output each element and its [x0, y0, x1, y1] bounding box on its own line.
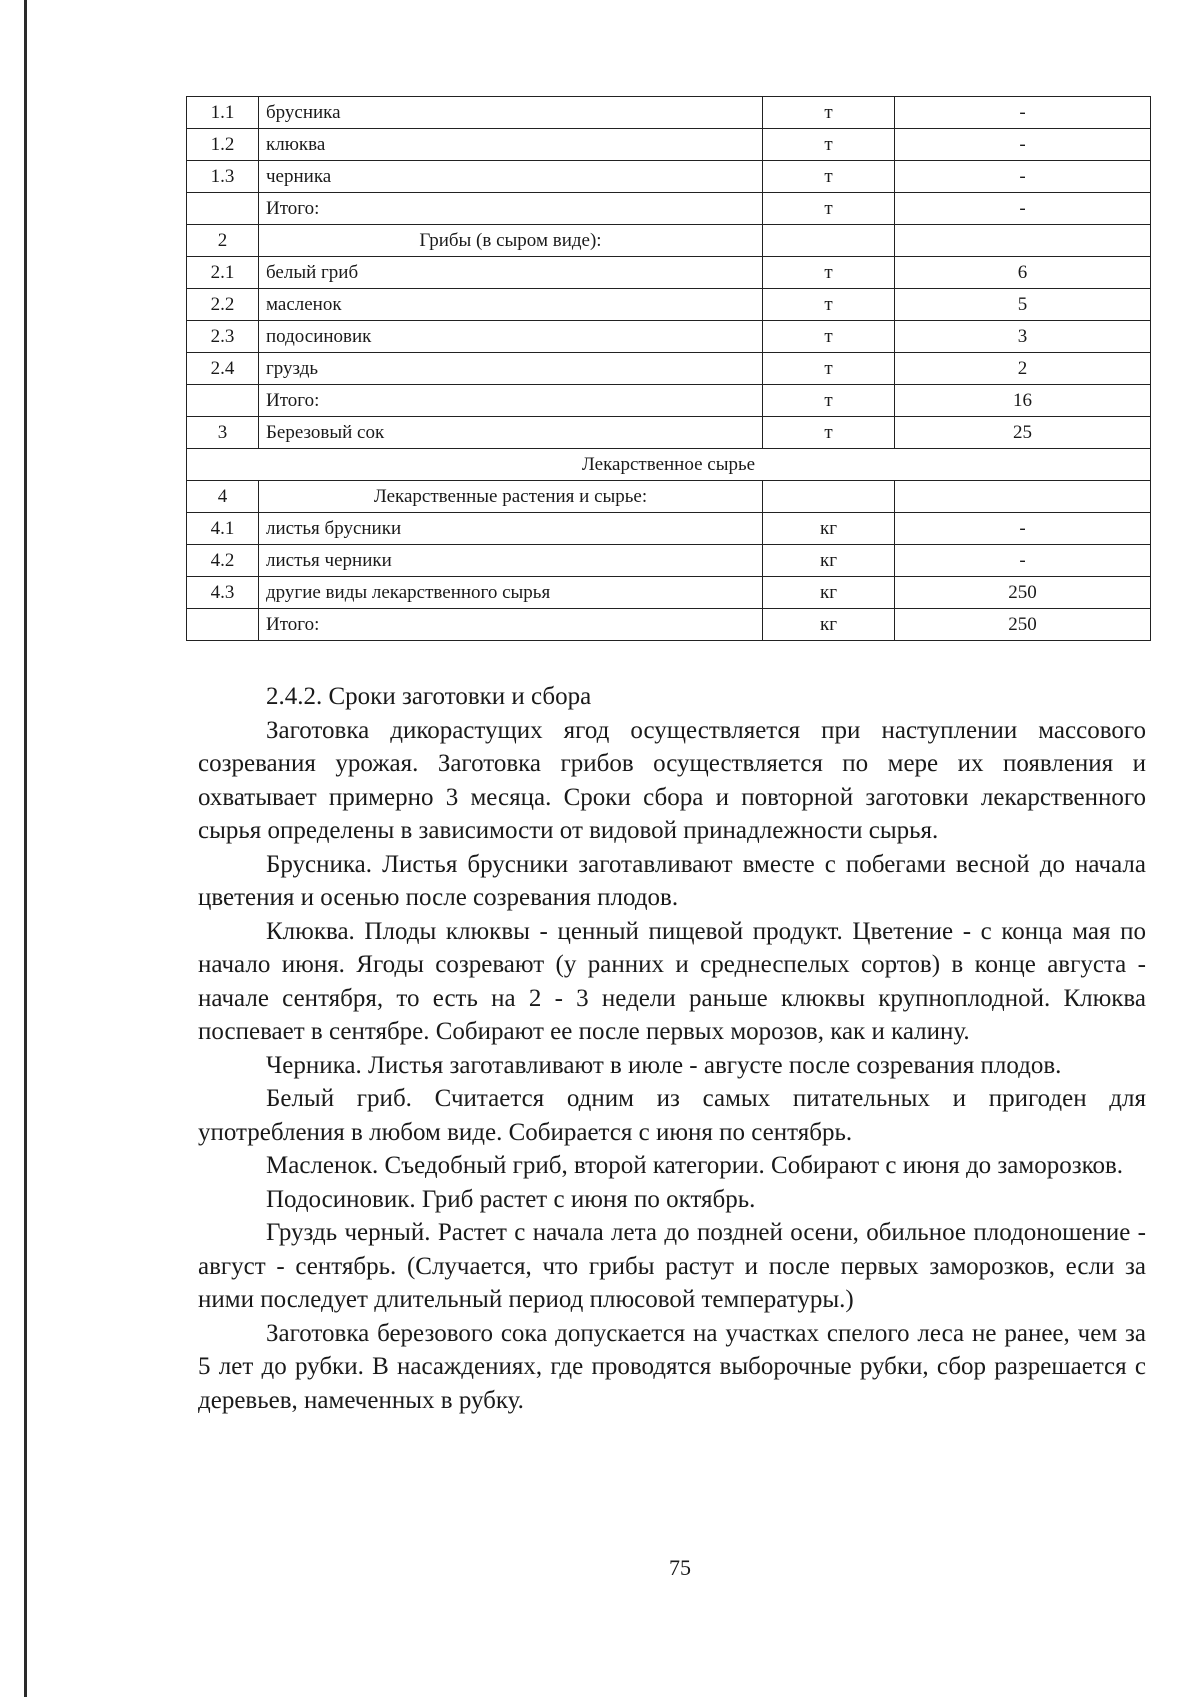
- row-number-cell: 2.4: [187, 353, 259, 385]
- row-unit-cell: кг: [763, 577, 895, 609]
- row-name-cell: другие виды лекарственного сырья: [259, 577, 763, 609]
- section-heading-cell: Лекарственное сырье: [187, 449, 1151, 481]
- row-number-cell: 1.2: [187, 129, 259, 161]
- row-unit-cell: т: [763, 129, 895, 161]
- paragraph: Брусника. Листья брусники заготавливают вместе с побегами весной до начала цветения и осенью после созревания плодов.: [198, 850, 1146, 911]
- row-number-cell: 4.3: [187, 577, 259, 609]
- table-row: [187, 257, 1151, 289]
- row-unit-cell: [763, 225, 895, 257]
- row-value-cell: -: [895, 97, 1151, 129]
- row-number-cell: 1.1: [187, 97, 259, 129]
- table-row: [187, 193, 1151, 225]
- row-unit-cell: [763, 481, 895, 513]
- paragraph: Заготовка березового сока допускается на участках спелого леса не ранее, чем за 5 лет до рубки. В насаждениях, где проводятся выборочные рубки, сбор разрешается с деревьев, намеченных в рубку.: [198, 1319, 1146, 1414]
- row-value-cell: 5: [895, 289, 1151, 321]
- row-name-cell: Лекарственные растения и сырье:: [259, 481, 763, 513]
- row-value-cell: -: [895, 161, 1151, 193]
- table-row: [187, 225, 1151, 257]
- row-value-cell: 3: [895, 321, 1151, 353]
- harvest-table-body: [187, 97, 1151, 641]
- row-name-cell: черника: [259, 161, 763, 193]
- paragraph: Подосиновик. Гриб растет с июня по октябрь.: [266, 1185, 756, 1213]
- harvest-table-container: [186, 96, 1150, 641]
- row-name-cell: Грибы (в сыром виде):: [259, 225, 763, 257]
- paragraph: Масленок. Съедобный гриб, второй категории. Собирают с июня до заморозков.: [266, 1152, 1124, 1179]
- row-value-cell: 250: [895, 577, 1151, 609]
- table-row: [187, 545, 1151, 577]
- table-row: [187, 449, 1151, 481]
- row-value-cell: [895, 225, 1151, 257]
- page-number: 75: [669, 1555, 691, 1580]
- row-number-cell: 2.1: [187, 257, 259, 289]
- row-name-cell: Итого:: [259, 193, 763, 225]
- row-name-cell: груздь: [259, 353, 763, 385]
- harvest-table: [186, 96, 1151, 641]
- row-unit-cell: кг: [763, 513, 895, 545]
- row-number-cell: [187, 193, 259, 225]
- row-unit-cell: т: [763, 321, 895, 353]
- paragraph: Черника. Листья заготавливают в июле - августе после созревания плодов.: [266, 1051, 1062, 1079]
- scan-edge-line: [24, 0, 27, 1697]
- row-unit-cell: т: [763, 193, 895, 225]
- row-name-cell: подосиновик: [259, 321, 763, 353]
- table-row: [187, 161, 1151, 193]
- paragraph: Заготовка дикорастущих ягод осуществляется при наступлении массового созревания урожая. Заготовка грибов осуществляется по мере их появления и охватывает примерно 3 месяца. Сроки сбора и повторной заготовки лекарственного сырья определены в зависимости от видовой принадлежности сырья.: [198, 716, 1146, 844]
- row-number-cell: 4: [187, 481, 259, 513]
- row-value-cell: -: [895, 513, 1151, 545]
- row-value-cell: 2: [895, 353, 1151, 385]
- row-name-cell: листья брусники: [259, 513, 763, 545]
- paragraph: Клюква. Плоды клюквы - ценный пищевой продукт. Цветение - с конца мая по начало июня. Ягоды созревают (у ранних и среднеспелых сортов) в конце августа - начале сентября, то есть на 2 - 3 недели раньше клюквы крупноплодной. Клюква поспевает в сентябре. Собирают ее после первых морозов, как и калину.: [198, 917, 1146, 1045]
- table-row: [187, 417, 1151, 449]
- row-number-cell: 4.2: [187, 545, 259, 577]
- table-row: [187, 609, 1151, 641]
- table-row: [187, 97, 1151, 129]
- row-number-cell: 1.3: [187, 161, 259, 193]
- row-name-cell: листья черники: [259, 545, 763, 577]
- row-unit-cell: т: [763, 289, 895, 321]
- table-row: [187, 289, 1151, 321]
- table-row: [187, 321, 1151, 353]
- paragraph: Белый гриб. Считается одним из самых питательных и пригоден для употребления в любом виде. Собирается с июня по сентябрь.: [198, 1085, 1146, 1146]
- section-title: 2.4.2. Сроки заготовки и сбора: [266, 683, 592, 710]
- row-name-cell: брусника: [259, 97, 763, 129]
- row-name-cell: Березовый сок: [259, 417, 763, 449]
- row-unit-cell: т: [763, 417, 895, 449]
- table-row: [187, 577, 1151, 609]
- row-number-cell: 2.2: [187, 289, 259, 321]
- row-number-cell: 2: [187, 225, 259, 257]
- row-value-cell: -: [895, 545, 1151, 577]
- row-unit-cell: т: [763, 385, 895, 417]
- row-name-cell: клюква: [259, 129, 763, 161]
- row-value-cell: 25: [895, 417, 1151, 449]
- table-row: [187, 353, 1151, 385]
- row-number-cell: [187, 609, 259, 641]
- row-number-cell: 4.1: [187, 513, 259, 545]
- table-row: [187, 481, 1151, 513]
- table-row: [187, 385, 1151, 417]
- row-value-cell: 6: [895, 257, 1151, 289]
- row-name-cell: Итого:: [259, 385, 763, 417]
- row-value-cell: 16: [895, 385, 1151, 417]
- row-unit-cell: кг: [763, 609, 895, 641]
- row-unit-cell: т: [763, 161, 895, 193]
- row-number-cell: 3: [187, 417, 259, 449]
- row-name-cell: белый гриб: [259, 257, 763, 289]
- row-unit-cell: кг: [763, 545, 895, 577]
- row-number-cell: [187, 385, 259, 417]
- row-value-cell: -: [895, 193, 1151, 225]
- row-name-cell: Итого:: [259, 609, 763, 641]
- row-value-cell: 250: [895, 609, 1151, 641]
- row-number-cell: 2.3: [187, 321, 259, 353]
- row-unit-cell: т: [763, 353, 895, 385]
- row-value-cell: -: [895, 129, 1151, 161]
- row-name-cell: масленок: [259, 289, 763, 321]
- paragraph: Груздь черный. Растет с начала лета до поздней осени, обильное плодоношение - август - сентябрь. (Случается, что грибы растут и после первых заморозков, если за ними последует длительный период плюсовой температуры.): [198, 1219, 1146, 1313]
- row-unit-cell: т: [763, 257, 895, 289]
- row-value-cell: [895, 481, 1151, 513]
- paragraphs: [198, 714, 1146, 1418]
- table-row: [187, 513, 1151, 545]
- table-row: [187, 129, 1151, 161]
- text-block: [198, 680, 1146, 1417]
- row-unit-cell: т: [763, 97, 895, 129]
